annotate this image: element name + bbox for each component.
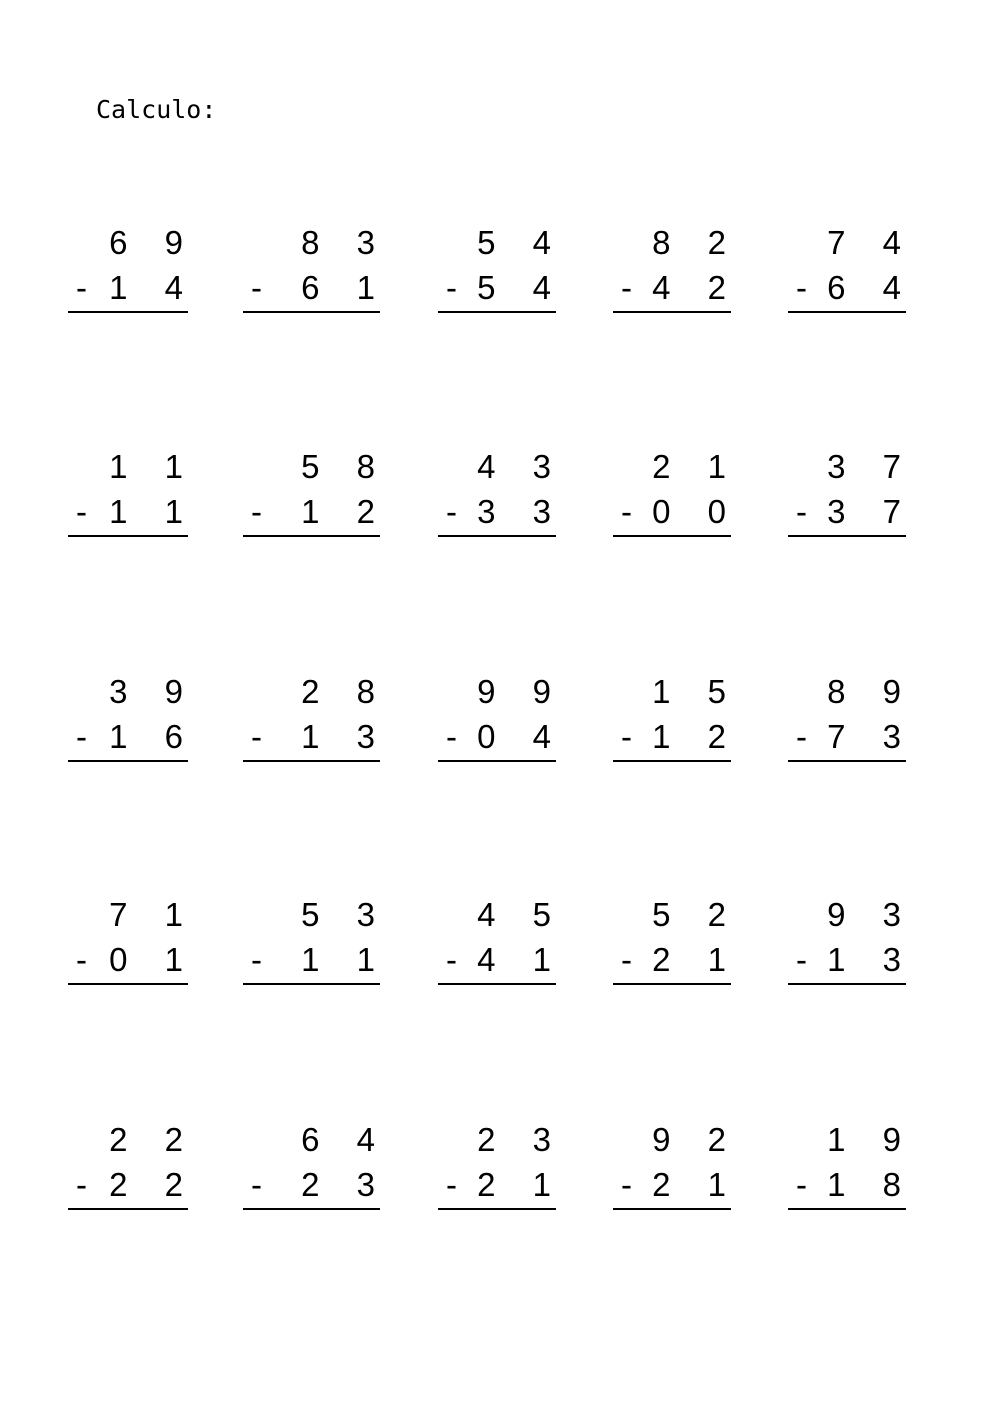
answer-line	[243, 983, 380, 985]
subtrahend: 1 3	[301, 718, 389, 755]
subtraction-problem	[788, 1121, 915, 1217]
answer-line	[68, 1208, 188, 1210]
minus-sign: -	[621, 941, 632, 978]
minus-sign: -	[796, 718, 807, 755]
subtrahend: 1 3	[827, 941, 915, 978]
minuend: 6 4	[301, 1121, 389, 1158]
minuend: 5 2	[652, 896, 740, 933]
answer-line	[613, 311, 731, 313]
minus-sign: -	[796, 1166, 807, 1203]
subtrahend: 5 4	[477, 269, 565, 306]
minus-sign: -	[446, 1166, 457, 1203]
minus-sign: -	[796, 493, 807, 530]
minuend: 8 9	[827, 673, 915, 710]
answer-line	[68, 983, 188, 985]
subtraction-problem	[68, 673, 197, 769]
subtrahend: 2 1	[652, 941, 740, 978]
answer-line	[788, 983, 906, 985]
subtraction-problem	[438, 896, 565, 992]
answer-line	[438, 1208, 556, 1210]
minuend: 3 7	[827, 448, 915, 485]
minuend: 5 3	[301, 896, 389, 933]
minuend: 2 2	[109, 1121, 197, 1158]
minus-sign: -	[621, 269, 632, 306]
subtraction-problem	[243, 896, 389, 992]
subtraction-problem	[68, 224, 197, 320]
minuend: 2 3	[477, 1121, 565, 1158]
subtraction-problem	[438, 224, 565, 320]
subtrahend: 3 3	[477, 493, 565, 530]
answer-line	[788, 760, 906, 762]
minuend: 6 9	[109, 224, 197, 261]
subtrahend: 1 6	[109, 718, 197, 755]
minus-sign: -	[251, 718, 262, 755]
answer-line	[243, 1208, 380, 1210]
answer-line	[613, 535, 731, 537]
subtraction-problem	[613, 448, 740, 544]
subtraction-problem	[438, 1121, 565, 1217]
minuend: 7 4	[827, 224, 915, 261]
subtraction-problem	[613, 224, 740, 320]
minuend: 9 3	[827, 896, 915, 933]
minuend: 5 8	[301, 448, 389, 485]
minuend: 9 2	[652, 1121, 740, 1158]
minuend: 1 1	[109, 448, 197, 485]
minuend: 8 2	[652, 224, 740, 261]
minus-sign: -	[251, 941, 262, 978]
subtraction-problem	[438, 448, 565, 544]
subtraction-problem	[243, 224, 389, 320]
minuend: 8 3	[301, 224, 389, 261]
answer-line	[788, 1208, 906, 1210]
subtrahend: 0 4	[477, 718, 565, 755]
subtraction-problem	[613, 673, 740, 769]
subtrahend: 2 1	[652, 1166, 740, 1203]
minus-sign: -	[621, 1166, 632, 1203]
minus-sign: -	[76, 493, 87, 530]
subtrahend: 1 1	[301, 941, 389, 978]
subtrahend: 1 4	[109, 269, 197, 306]
minus-sign: -	[446, 493, 457, 530]
subtrahend: 3 7	[827, 493, 915, 530]
subtraction-problem	[68, 448, 197, 544]
minus-sign: -	[621, 718, 632, 755]
subtrahend: 2 3	[301, 1166, 389, 1203]
subtraction-problem	[438, 673, 565, 769]
subtrahend: 4 2	[652, 269, 740, 306]
answer-line	[613, 760, 731, 762]
subtrahend: 4 1	[477, 941, 565, 978]
minuend: 1 9	[827, 1121, 915, 1158]
minuend: 4 3	[477, 448, 565, 485]
minuend: 7 1	[109, 896, 197, 933]
subtraction-problem	[613, 1121, 740, 1217]
minuend: 4 5	[477, 896, 565, 933]
subtrahend: 6 1	[301, 269, 389, 306]
subtrahend: 1 1	[109, 493, 197, 530]
minus-sign: -	[76, 718, 87, 755]
minus-sign: -	[76, 1166, 87, 1203]
answer-line	[243, 535, 380, 537]
subtraction-problem	[243, 1121, 389, 1217]
subtrahend: 1 2	[301, 493, 389, 530]
subtraction-problem	[243, 673, 389, 769]
answer-line	[438, 311, 556, 313]
subtraction-problem	[243, 448, 389, 544]
minus-sign: -	[446, 718, 457, 755]
minuend: 2 8	[301, 673, 389, 710]
subtrahend: 1 2	[652, 718, 740, 755]
minus-sign: -	[446, 269, 457, 306]
subtraction-problem	[788, 673, 915, 769]
subtraction-problem	[788, 448, 915, 544]
minus-sign: -	[76, 269, 87, 306]
answer-line	[613, 983, 731, 985]
minuend: 9 9	[477, 673, 565, 710]
minus-sign: -	[251, 269, 262, 306]
minus-sign: -	[621, 493, 632, 530]
subtrahend: 7 3	[827, 718, 915, 755]
subtraction-problem	[788, 224, 915, 320]
subtraction-problem	[788, 896, 915, 992]
answer-line	[788, 535, 906, 537]
minus-sign: -	[796, 269, 807, 306]
answer-line	[243, 760, 380, 762]
minus-sign: -	[446, 941, 457, 978]
answer-line	[243, 311, 380, 313]
minuend: 1 5	[652, 673, 740, 710]
subtrahend: 2 1	[477, 1166, 565, 1203]
answer-line	[788, 311, 906, 313]
answer-line	[68, 760, 188, 762]
answer-line	[68, 535, 188, 537]
worksheet-title: Calculo:	[96, 95, 217, 124]
answer-line	[438, 983, 556, 985]
answer-line	[613, 1208, 731, 1210]
minus-sign: -	[796, 941, 807, 978]
subtrahend: 0 1	[109, 941, 197, 978]
minus-sign: -	[251, 493, 262, 530]
answer-line	[438, 535, 556, 537]
minuend: 2 1	[652, 448, 740, 485]
subtraction-problem	[68, 1121, 197, 1217]
subtrahend: 0 0	[652, 493, 740, 530]
minuend: 5 4	[477, 224, 565, 261]
subtraction-problem	[613, 896, 740, 992]
subtrahend: 2 2	[109, 1166, 197, 1203]
minus-sign: -	[76, 941, 87, 978]
minus-sign: -	[251, 1166, 262, 1203]
subtrahend: 1 8	[827, 1166, 915, 1203]
subtrahend: 6 4	[827, 269, 915, 306]
answer-line	[438, 760, 556, 762]
subtraction-problem	[68, 896, 197, 992]
minuend: 3 9	[109, 673, 197, 710]
answer-line	[68, 311, 188, 313]
